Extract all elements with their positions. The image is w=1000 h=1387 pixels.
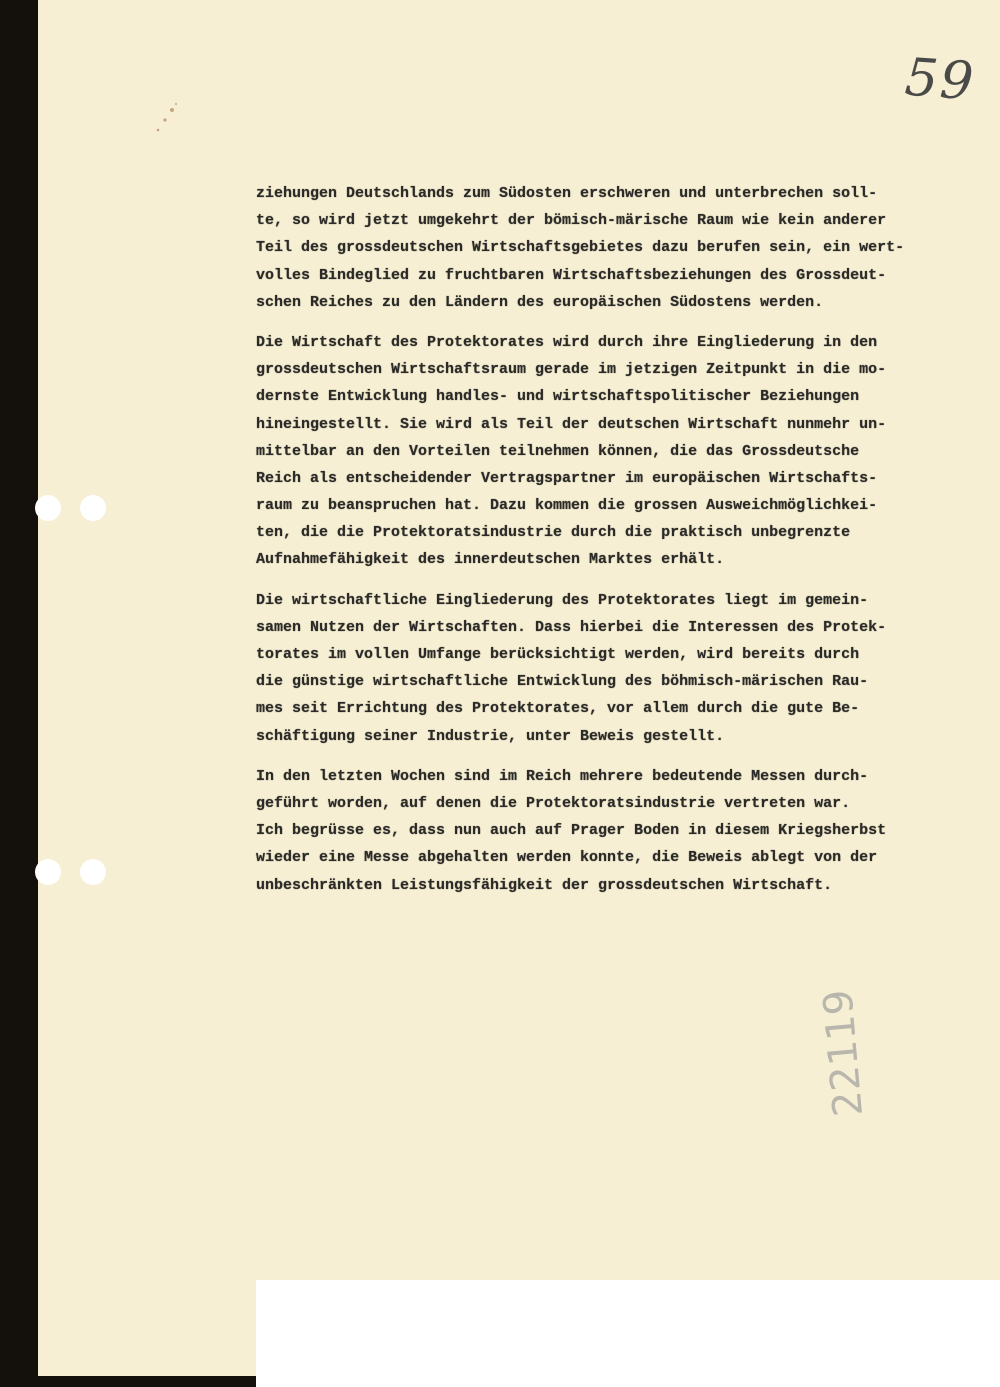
text-line: ziehungen Deutschlands zum Südosten erschweren und unterbrechen soll- [256, 185, 878, 202]
text-line: samen Nutzen der Wirtschaften. Dass hierbei die Interessen des Protek- [256, 618, 887, 636]
text-line: Die wirtschaftliche Eingliederung des Protektorates liegt im gemein- [256, 591, 869, 609]
text-line: te, so wird jetzt umgekehrt der bömisch-märische Raum wie kein anderer [256, 212, 887, 230]
text-line: schäftigung seiner Industrie, unter Beweis gestellt. [256, 727, 725, 745]
punch-hole [80, 495, 106, 521]
ink-stain [150, 100, 180, 140]
text-line: torates im vollen Umfange berücksichtigt werden, wird bereits durch [256, 646, 860, 663]
paragraph [256, 329, 946, 574]
page-number: 59 [902, 47, 978, 113]
text-line: grossdeutschen Wirtschaftsraum gerade im jetzigen Zeitpunkt in die mo- [256, 361, 887, 379]
text-line: dernste Entwicklung handles- und wirtschaftspolitischer Beziehungen [256, 388, 860, 406]
punch-hole [35, 495, 61, 521]
text-line: wieder eine Messe abgehalten werden konnte, die Beweis ablegt von der [256, 849, 878, 867]
text-line: Ich begrüsse es, dass nun auch auf Prager Boden in diesem Kriegsherbst [256, 822, 887, 840]
text-line: unbeschränkten Leistungsfähigkeit der grossdeutschen Wirtschaft. [256, 876, 833, 894]
paragraph [256, 587, 946, 750]
text-line: Aufnahmefähigkeit des innerdeutschen Marktes erhält. [256, 551, 725, 569]
archive-number: 22119 [815, 987, 873, 1119]
text-line: Reich als entscheidender Vertragspartner im europäischen Wirtschafts- [256, 469, 878, 487]
text-line: geführt worden, auf denen die Protektoratsindustrie vertreten war. [256, 794, 851, 812]
text-line: Teil des grossdeutschen Wirtschaftsgebietes dazu berufen sein, ein wert- [256, 239, 905, 257]
text-line: die günstige wirtschaftliche Entwicklung des böhmisch-märischen Rau- [256, 673, 869, 691]
text-line: hineingestellt. Sie wird als Teil der deutschen Wirtschaft nunmehr un- [256, 415, 887, 433]
text-line: In den letzten Wochen sind im Reich mehrere bedeutende Messen durch- [256, 767, 869, 785]
text-line: mittelbar an den Vorteilen teilnehmen können, die das Grossdeutsche [256, 442, 860, 460]
punch-hole [35, 859, 61, 885]
blank-corner [256, 1280, 1000, 1387]
text-line: volles Bindeglied zu fruchtbaren Wirtschaftsbeziehungen des Grossdeut- [256, 266, 887, 284]
typed-text-body [256, 180, 946, 912]
punch-hole [80, 859, 106, 885]
text-line: ten, die die Protektoratsindustrie durch die praktisch unbegrenzte [256, 524, 851, 542]
text-line: Die Wirtschaft des Protektorates wird durch ihre Eingliederung in den [256, 333, 878, 351]
text-line: schen Reiches zu den Ländern des europäischen Südostens werden. [256, 293, 824, 311]
paragraph [256, 763, 946, 899]
text-line: raum zu beanspruchen hat. Dazu kommen die grossen Ausweichmöglichkei- [256, 497, 878, 515]
paragraph [256, 180, 946, 316]
text-line: mes seit Errichtung des Protektorates, vor allem durch die gute Be- [256, 700, 860, 718]
